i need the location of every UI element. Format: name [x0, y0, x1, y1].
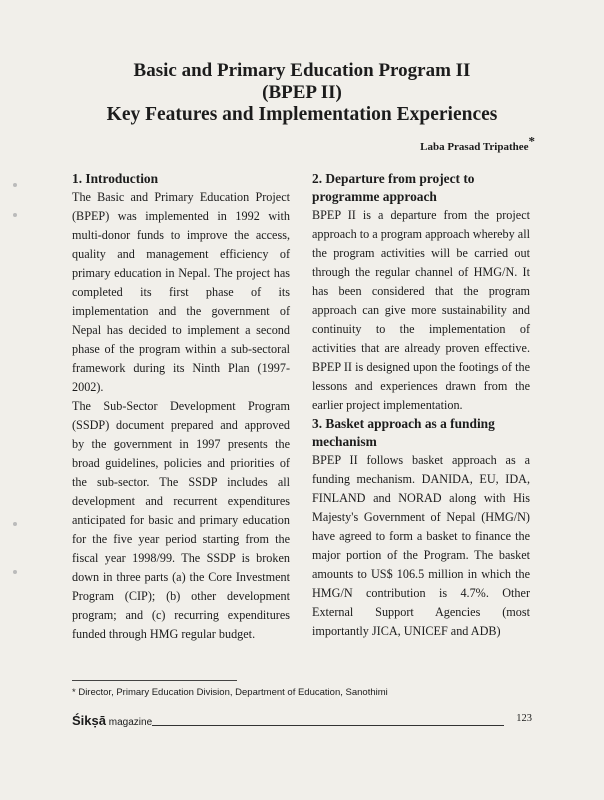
- departure-paragraph: BPEP II is a departure from the project approach to a program approach whereby all the program activities will be carried out through the regular channel of HMG/N. It has been considered that the program approach can give more sustainability and continuity to the implementation of activities that are already proven effective. BPEP II is designed upon the footings of the lessons and experiences drawn from the earlier project implementation.: [312, 208, 530, 412]
- author-footnote: * Director, Primary Education Division, Department of Education, Sanothimi: [72, 687, 388, 698]
- author-footnote-mark: *: [528, 133, 535, 149]
- right-column: [312, 170, 530, 641]
- introduction-paragraph-1: The Basic and Primary Education Project (BPEP) was implemented in 1992 with multi-donor funds to improve the access, quality and management efficiency of primary education in Nepal. The project has completed its first phase of its implementation and the government of Nepal has decided to implement a second phase of the program within a sub-sectoral framework during its Ninth Plan (1997-2002).: [72, 190, 290, 394]
- title-line-1: Basic and Primary Education Program II: [133, 60, 471, 81]
- footer-rule: [152, 725, 504, 726]
- margin-speck: [13, 213, 17, 217]
- magazine-name: [72, 713, 152, 728]
- page-footer: [72, 713, 532, 729]
- margin-speck: [13, 570, 17, 574]
- margin-speck: [13, 522, 17, 526]
- margin-speck: [13, 183, 17, 187]
- author-byline: [420, 133, 535, 153]
- magazine-brand: Śikṣā: [72, 713, 106, 728]
- page-number: 123: [516, 713, 532, 724]
- article-title: [0, 60, 604, 126]
- title-line-3: Key Features and Implementation Experiences: [106, 104, 498, 125]
- footnote-divider: [72, 680, 237, 681]
- author-name: Laba Prasad Tripathee: [420, 141, 529, 153]
- section-heading-basket: 3. Basket approach as a funding mechanism: [312, 416, 495, 449]
- magazine-word: magazine: [108, 717, 153, 728]
- left-column: [72, 170, 290, 644]
- title-line-2: (BPEP II): [262, 82, 342, 103]
- introduction-paragraph-2: The Sub-Sector Development Program (SSDP) document prepared and approved by the government in 1997 presents the broad guidelines, policies and priorities of the sub-sector. The SSDP includes all development and recurrent expenditures anticipated for basic and primary education for the five year period starting from the fiscal year 1998/99. The SSDP is broken down in three parts (a) the Core Investment Program (CIP); (b) other development program; and (c) recurring expenditures funded through HMG regular budget.: [72, 399, 290, 641]
- basket-paragraph: BPEP II follows basket approach as a funding mechanism. DANIDA, EU, IDA, FINLAND and NORAD along with His Majesty's Government of Nepal (HMG/N) have agreed to form a basket to finance the major portion of the Program. The basket amounts to US$ 106.5 million in which the HMG/N contribution is 4.7%. Other External Support Agencies (most importantly JICA, UNICEF and ADB): [312, 453, 530, 638]
- section-heading-introduction: 1. Introduction: [72, 171, 159, 186]
- section-heading-departure: 2. Departure from project to programme approach: [312, 171, 475, 204]
